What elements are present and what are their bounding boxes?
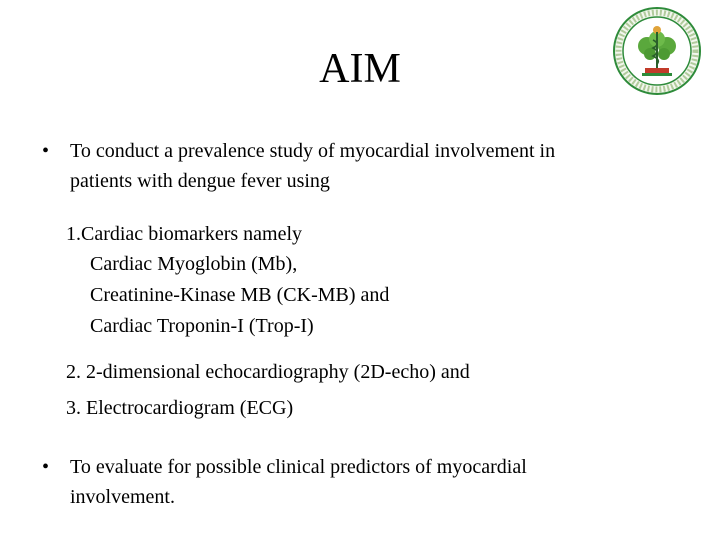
institute-seal-logo bbox=[612, 6, 702, 96]
bullet-marker: • bbox=[42, 140, 50, 162]
bullet-line: patients with dengue fever using bbox=[70, 170, 330, 192]
slide-title: AIM bbox=[319, 46, 401, 92]
bullet-line: involvement. bbox=[70, 486, 175, 508]
seal-graphic bbox=[612, 6, 702, 96]
bullet-line: To conduct a prevalence study of myocardial involvement in bbox=[70, 140, 556, 162]
bullet-text bbox=[70, 136, 670, 196]
bullet-text bbox=[70, 452, 670, 512]
sublist-item-3: 3. Electrocardiogram (ECG) bbox=[66, 397, 294, 419]
sublist-item-2: 2. 2-dimensional echocardiography (2D-echo) and bbox=[66, 361, 470, 383]
sublist-item-1-sub: Cardiac Myoglobin (Mb), bbox=[90, 253, 298, 275]
sublist-item-1-sub: Cardiac Troponin-I (Trop-I) bbox=[90, 315, 314, 337]
sublist-item-1-label: 1.Cardiac biomarkers namely bbox=[66, 223, 303, 245]
bullet-marker: • bbox=[42, 456, 50, 478]
bullet-line: To evaluate for possible clinical predictors of myocardial bbox=[70, 456, 527, 478]
sublist-item-1-sub: Creatinine-Kinase MB (CK-MB) and bbox=[90, 284, 390, 306]
